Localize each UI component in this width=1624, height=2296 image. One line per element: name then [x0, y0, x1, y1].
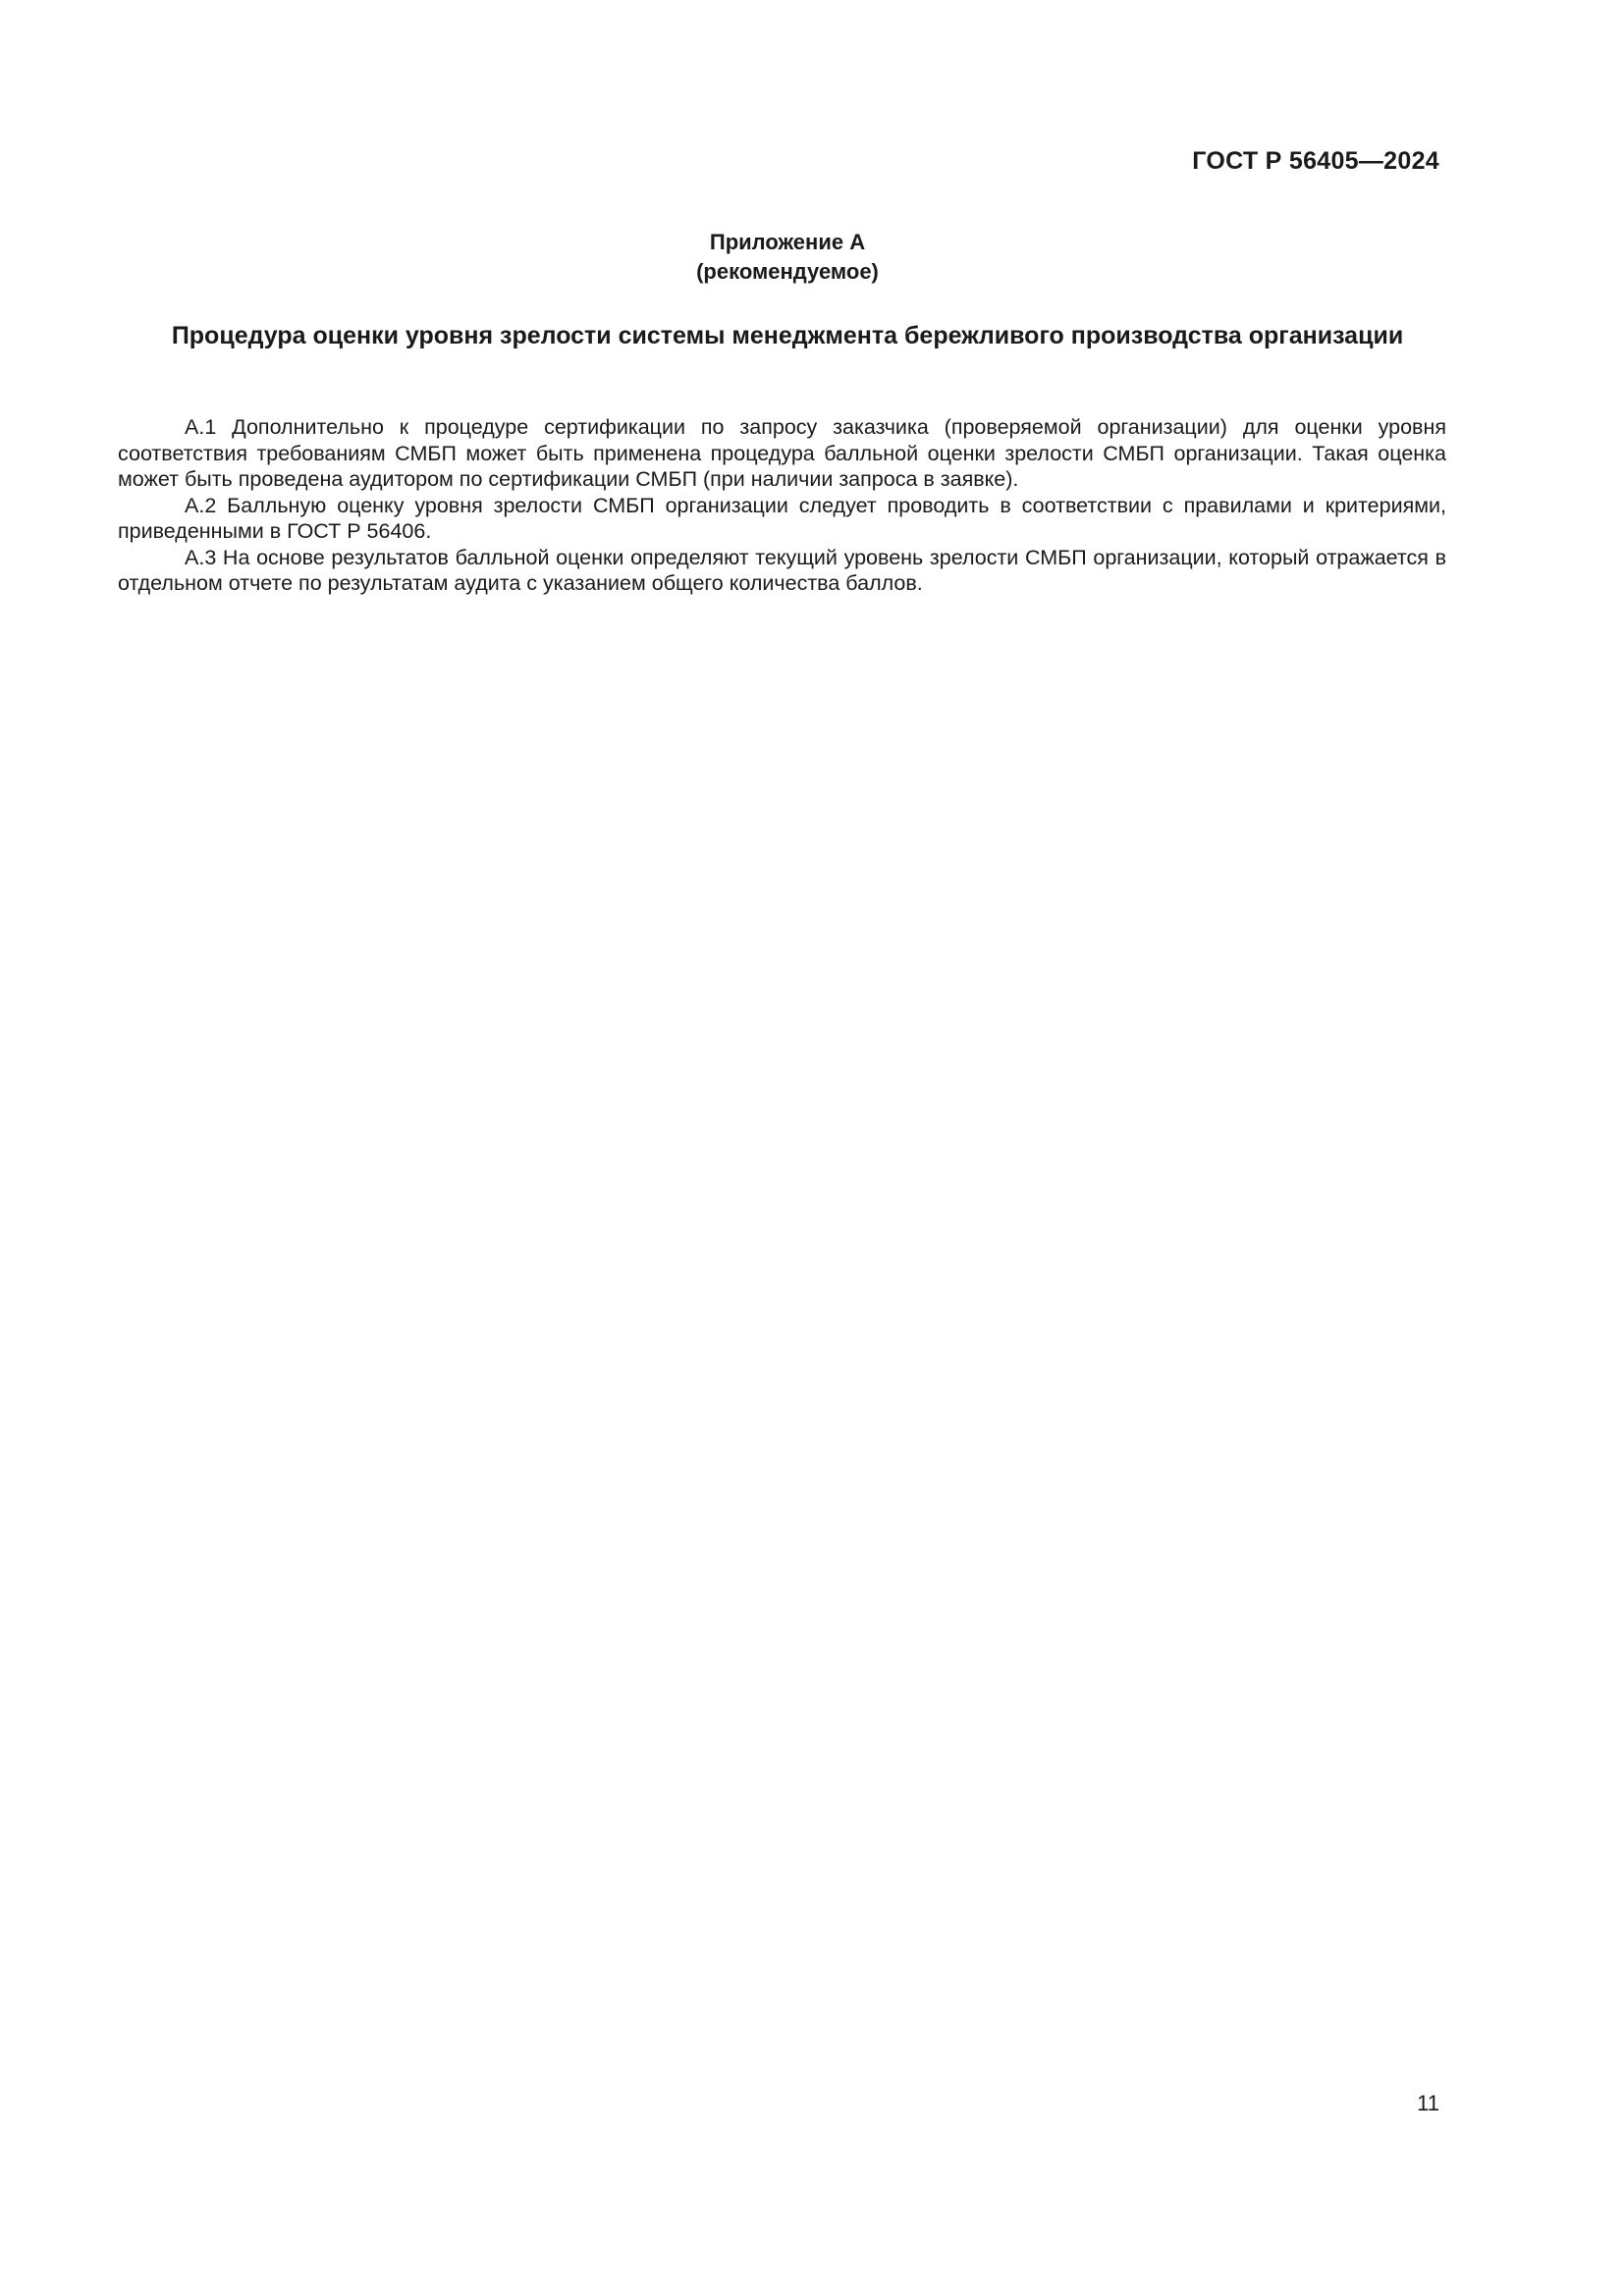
annex-status: (рекомендуемое)	[696, 259, 879, 284]
paragraph-a1: А.1 Дополнительно к процедуре сертификации по запросу заказчика (проверяемой организации) для оценки уровня соответствия требованиям СМБП может быть применена процедура балльной оценки зрелости СМБП организации. Такая оценка может быть проведена аудитором по сертификации СМБП (при наличии запроса в заявке).	[118, 415, 1446, 491]
annex-label: Приложение А	[709, 230, 866, 254]
document-code: ГОСТ Р 56405—2024	[1192, 147, 1439, 175]
paragraph-a2: А.2 Балльную оценку уровня зрелости СМБП организации следует проводить в соответствии с правилами и критериями, приведенными в ГОСТ Р 56406.	[118, 493, 1446, 543]
annex-title: Процедура оценки уровня зрелости системы менеджмента бережливого производства организации	[171, 322, 1404, 349]
annex-body	[118, 414, 1446, 597]
paragraph-a3: А.3 На основе результатов балльной оценки определяют текущий уровень зрелости СМБП организации, который отражается в отдельном отчете по результатам аудита с указанием общего количества баллов.	[118, 545, 1446, 595]
page-number: 11	[1417, 2091, 1439, 2115]
annex-heading	[118, 228, 1457, 287]
